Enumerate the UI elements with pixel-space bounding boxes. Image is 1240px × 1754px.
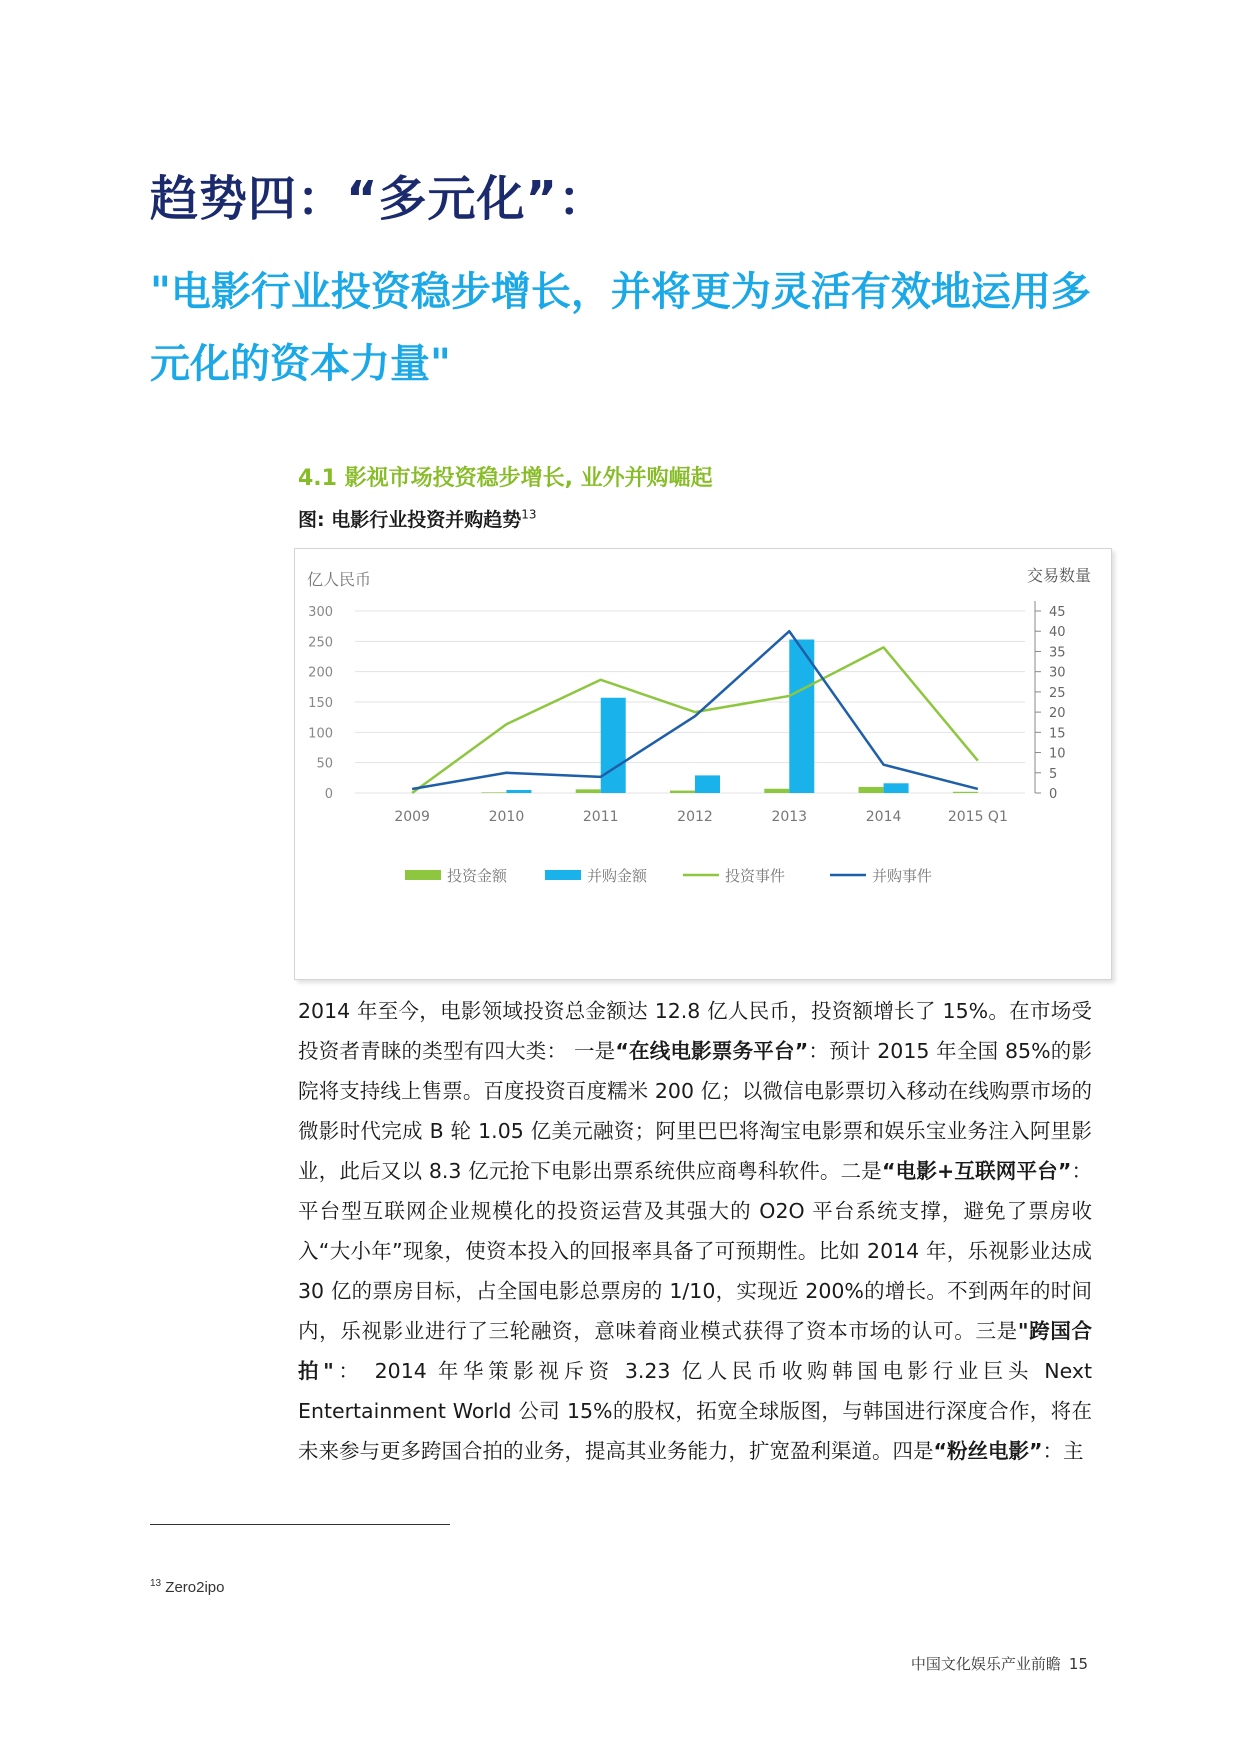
footnote-divider (150, 1524, 450, 1525)
right-tick-label: 15 (1049, 726, 1066, 742)
footer-report-title: 中国文化娱乐产业前瞻 (910, 1655, 1061, 1673)
bar-investment-amount (859, 787, 884, 793)
trend-title: 趋势四：“多元化”： (150, 171, 608, 227)
x-tick-label: 2013 (771, 809, 808, 825)
trend-subtitle: "电影行业投资稳步增长，并将更为灵活有效地运用多元化的资本力量" (150, 269, 1091, 387)
body-highlight-fan-movie: “粉丝电影” (933, 1439, 1043, 1463)
chart-svg (295, 549, 1111, 979)
x-tick-label: 2010 (488, 809, 525, 825)
right-tick-label: 10 (1049, 746, 1066, 762)
right-tick-label: 20 (1049, 706, 1066, 722)
body-text-1: 2014 年至今，电影领域投资总金额达 12.8 亿人民币，投资额增长了 15%。在市场受投资者青睐的类型有四大类： 一是 (298, 999, 1092, 1063)
section-heading: 4.1 影视市场投资稳步增长, 业外并购崛起 (298, 466, 713, 491)
left-tick-label: 0 (324, 787, 333, 802)
legend-swatch-bar (545, 870, 581, 880)
footnote-number: 13 (150, 1578, 162, 1589)
line-ma-events (412, 631, 978, 789)
x-tick-label: 2012 (677, 809, 713, 825)
figure-footnote-ref: 13 (521, 507, 537, 522)
right-tick-label: 5 (1049, 766, 1058, 782)
left-tick-label: 250 (308, 635, 333, 651)
investment-chart (294, 548, 1112, 980)
x-tick-label: 2014 (865, 809, 902, 825)
bar-investment-amount (481, 792, 506, 793)
bar-ma-amount (601, 698, 626, 793)
body-text-5: ：主 (1042, 1439, 1084, 1463)
right-tick-label: 0 (1049, 787, 1058, 802)
body-highlight-ticketing: “在线电影票务平台” (615, 1039, 809, 1063)
right-tick-label: 25 (1049, 685, 1066, 701)
right-tick-label: 35 (1049, 645, 1066, 661)
right-axis-label: 交易数量 (1026, 566, 1091, 585)
bar-investment-amount (576, 789, 601, 793)
legend-label: 并购金额 (587, 867, 648, 885)
right-tick-label: 30 (1049, 665, 1066, 681)
body-text-4: ： 2014 年华策影视斥资 3.23 亿人民币收购韩国电影行业巨头 Next Entertainment World 公司 15%的股权，拓宽全球版图，与韩国进行深度合作，将在未来参与更多跨国合拍的业务，提高其业务能力，扩宽盈利渠道。四是 (298, 1359, 1092, 1463)
page-footer (911, 1653, 1088, 1674)
body-text-2: ：预计 2015 年全国 85%的影院将支持线上售票。百度投资百度糯米 200 亿；以微信电影票切入移动在线购票市场的微影时代完成 B 轮 1.05 亿美元融资；阿里巴巴将淘宝电影票和娱乐宝业务注入阿里影业，此后又以 8.3 亿元抢下电影出票系统供应商粤科软件。二是 (298, 1039, 1092, 1183)
left-axis-label: 亿人民币 (307, 570, 372, 589)
figure-caption-text: 图: 电影行业投资并购趋势 (298, 509, 522, 531)
x-tick-label: 2015 Q1 (947, 809, 1008, 825)
figure-caption (298, 505, 537, 532)
bar-ma-amount (884, 783, 909, 793)
legend-label: 并购事件 (872, 867, 933, 885)
footer-page-number: 15 (1068, 1655, 1088, 1673)
x-tick-label: 2009 (394, 809, 430, 825)
x-tick-label: 2011 (582, 809, 619, 825)
bar-investment-amount (670, 791, 695, 793)
line-investment-events (412, 647, 978, 793)
bar-investment-amount (953, 792, 978, 793)
left-tick-label: 100 (308, 726, 333, 742)
body-text-3: ：平台型互联网企业规模化的投资运营及其强大的 O2O 平台系统支撑，避免了票房收入“大小年”现象，使资本投入的回报率具备了可预期性。比如 2014 年，乐视影业达成 30 亿的票房目标，占全国电影总票房的 1/10，实现近 200%的增长。不到两年的时间内，乐视影业进行了三轮融资，意味着商业模式获得了资本市场的认可。三是 (298, 1159, 1093, 1343)
bar-ma-amount (506, 790, 531, 793)
left-tick-label: 50 (316, 756, 333, 772)
right-tick-label: 40 (1049, 625, 1066, 641)
left-tick-label: 150 (308, 696, 333, 711)
legend-swatch-bar (405, 870, 441, 880)
right-tick-label: 45 (1049, 605, 1066, 620)
footnote-text: Zero2ipo (161, 1579, 225, 1596)
left-tick-label: 200 (308, 665, 333, 681)
legend-label: 投资事件 (725, 867, 786, 885)
body-highlight-internet: “电影+互联网平台” (881, 1159, 1072, 1183)
left-tick-label: 300 (308, 605, 333, 620)
bar-investment-amount (764, 789, 789, 793)
legend-label: 投资金额 (447, 867, 508, 885)
body-highlight-coproduction: "跨国合拍" (298, 1319, 1093, 1383)
footnote (150, 1578, 225, 1596)
bar-ma-amount (695, 775, 720, 793)
body-paragraph (298, 991, 1092, 1471)
